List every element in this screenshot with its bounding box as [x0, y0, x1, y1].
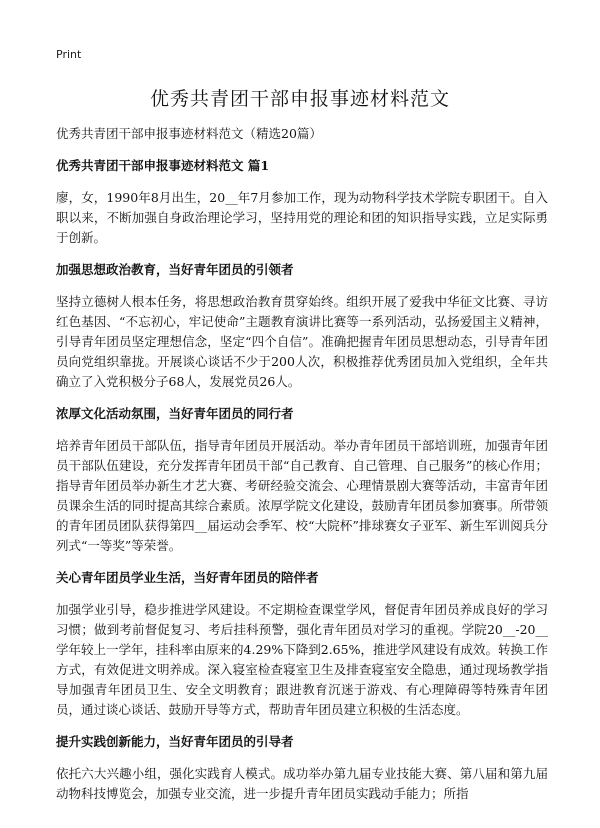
section-heading-3: 关心青年团员学业生活，当好青年团员的陪伴者	[56, 570, 319, 585]
section-heading-2: 浓厚文化活动氛围，当好青年团员的同行者	[56, 406, 294, 421]
intro-paragraph: 廖，女，1990年8月出生，20__年7月参加工作，现为动物科学技术学院专职团干。自入职以来，不断加强自身政治理论学习，坚持用党的理论和团的知识指导实践，立足实际勇于创新。	[56, 190, 548, 245]
document-subtitle: 优秀共青团干部申报事迹材料范文（精选20篇）	[56, 126, 322, 141]
section-heading-4: 提升实践创新能力，当好青年团员的引导者	[56, 734, 294, 749]
section-paragraph-2: 培养青年团员干部队伍，指导青年团员开展活动。举办青年团员干部培训班，加强青年团员干部队伍建设，充分发挥青年团员干部“自己教育、自己管理、自己服务”的核心作用；指导青年团员举办新生才艺大赛、考研经验交流会、心理情景剧大赛等活动，丰富青年团员课余生活的同时提高其综合素质。浓厚学院文化建设，鼓励青年团员参加赛事。所带领的青年团员团队获得第四__届运动会季军、校“大院杯”排球赛女子亚军、新生军训阅兵分列式“一等奖”等荣誉。	[56, 438, 548, 553]
piece-heading: 优秀共青团干部申报事迹材料范文 篇1	[56, 158, 270, 173]
section-paragraph-4: 依托六大兴趣小组，强化实践育人模式。成功举办第九届专业技能大赛、第八届和第九届动物科技博览会，加强专业交流，进一步提升青年团员实践动手能力；所指	[56, 766, 548, 801]
section-paragraph-3: 加强学业引导，稳步推进学风建设。不定期检查课堂学风，督促青年团员养成良好的学习习惯；做到考前督促复习、考后挂科预警，强化青年团员对学习的重视。学院20__-20__学年较上一学年，挂科率由原来的4.29%下降到2.65%，推进学风建设有成效。转换工作方式，有效促进文明养成。深入寝室检查寝室卫生及排查寝室安全隐患，通过现场教学指导加强青年团员卫生、安全文明教育；跟进教育沉迷于游戏、有心理障碍等特殊青年团员，通过谈心谈话、鼓励开导等方式，帮助青年团员建立积极的生活态度。	[56, 602, 548, 717]
document-body	[56, 124, 548, 816]
document-title: 优秀共青团干部申报事迹材料范文	[149, 88, 450, 110]
section-heading-1: 加强思想政治教育，当好青年团员的引领者	[56, 262, 294, 277]
section-paragraph-1: 坚持立德树人根本任务，将思想政治教育贯穿始终。组织开展了爱我中华征文比赛、寻访红色基因、“不忘初心，牢记使命”主题教育演讲比赛等一系列活动，弘扬爱国主义精神，引导青年团员坚定理想信念，坚定“四个自信”。准确把握青年团员思想动态，引导青年团员向党组织靠拢。开展谈心谈话不少于200人次，积极推荐优秀团员加入党组织，全年共确立了入党积极分子68人，发展党员26人。	[56, 294, 548, 389]
print-link[interactable]: Print	[56, 48, 82, 61]
